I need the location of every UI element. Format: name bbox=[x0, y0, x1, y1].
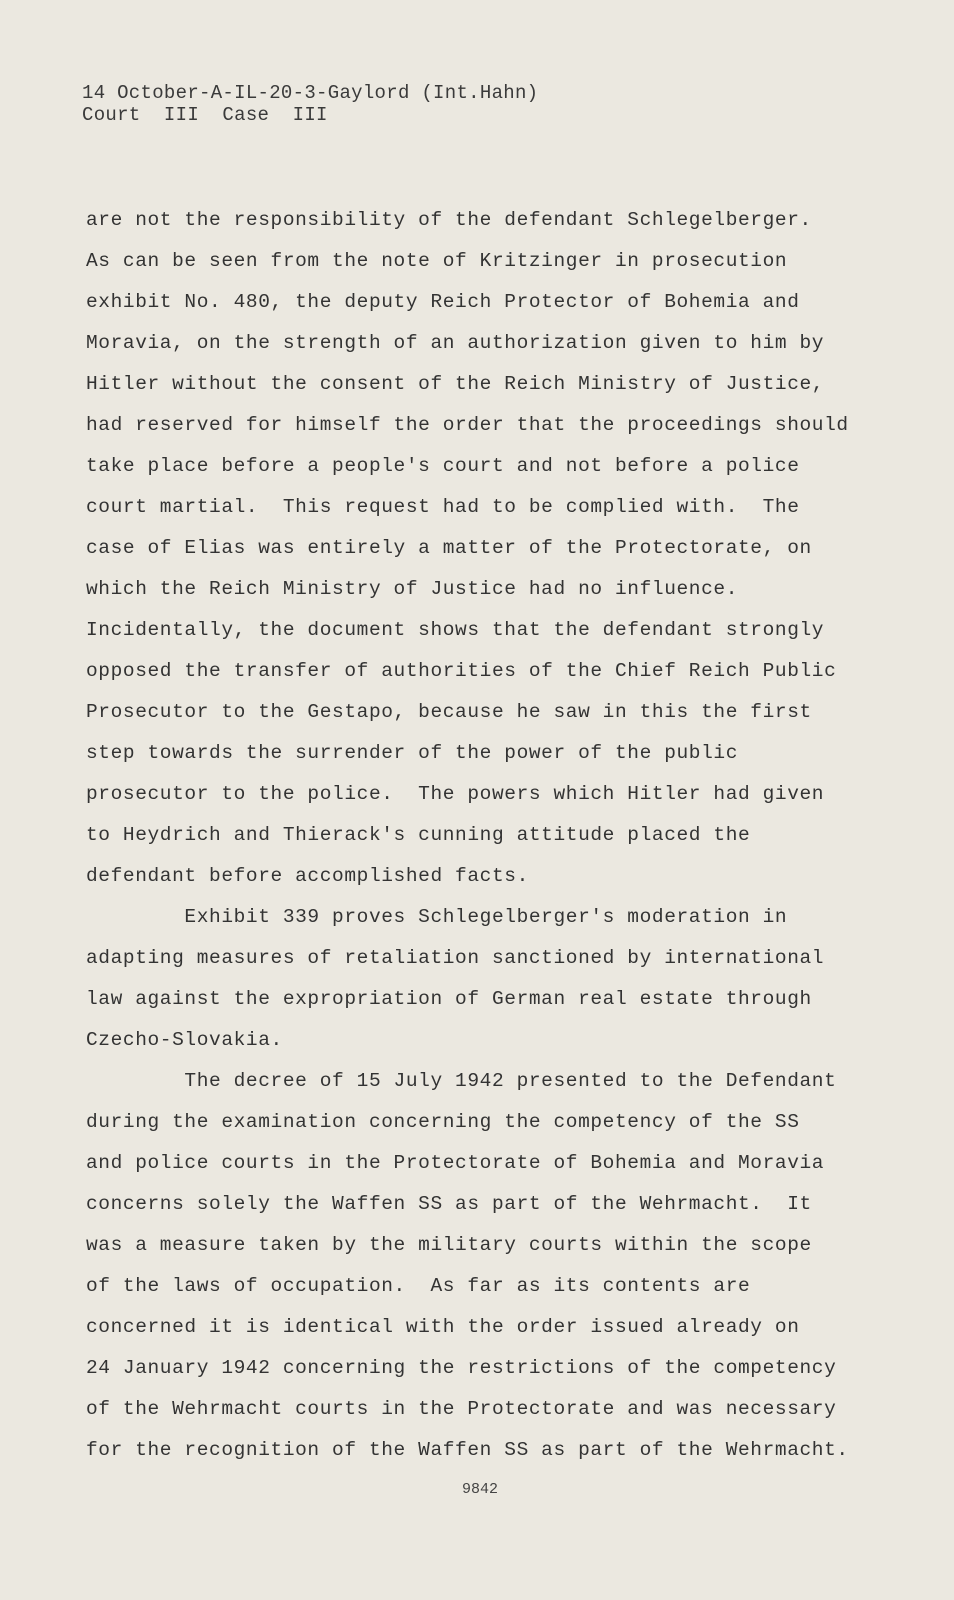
body-line: The decree of 15 July 1942 presented to the Defendant bbox=[86, 1070, 837, 1092]
body-line: Hitler without the consent of the Reich Ministry of Justice, bbox=[86, 373, 825, 395]
body-line: to Heydrich and Thierack's cunning attitude placed the bbox=[86, 824, 751, 846]
body-line: which the Reich Ministry of Justice had no influence. bbox=[86, 578, 739, 600]
body-line: adapting measures of retaliation sanctioned by international bbox=[86, 947, 825, 969]
body-line: had reserved for himself the order that the proceedings should bbox=[86, 414, 849, 436]
body-line: are not the responsibility of the defendant Schlegelberger. bbox=[86, 209, 812, 231]
body-line: exhibit No. 480, the deputy Reich Protector of Bohemia and bbox=[86, 291, 800, 313]
body-line: case of Elias was entirely a matter of the Protectorate, on bbox=[86, 537, 812, 559]
body-line: for the recognition of the Waffen SS as part of the Wehrmacht. bbox=[86, 1439, 849, 1461]
body-line: of the laws of occupation. As far as its contents are bbox=[86, 1275, 751, 1297]
body-line: during the examination concerning the competency of the SS bbox=[86, 1111, 800, 1133]
body-line: concerns solely the Waffen SS as part of the Wehrmacht. It bbox=[86, 1193, 812, 1215]
header-line-1: 14 October-A-IL-20-3-Gaylord (Int.Hahn) bbox=[82, 82, 539, 104]
body-line: and police courts in the Protectorate of Bohemia and Moravia bbox=[86, 1152, 825, 1174]
body-line: of the Wehrmacht courts in the Protectorate and was necessary bbox=[86, 1398, 837, 1420]
body-line: Moravia, on the strength of an authorization given to him by bbox=[86, 332, 825, 354]
document-body bbox=[86, 200, 886, 1471]
body-line: law against the expropriation of German real estate through bbox=[86, 988, 812, 1010]
body-line: step towards the surrender of the power of the public bbox=[86, 742, 739, 764]
body-line: Czecho-Slovakia. bbox=[86, 1029, 283, 1051]
body-line: Exhibit 339 proves Schlegelberger's moderation in bbox=[86, 906, 788, 928]
body-line: As can be seen from the note of Kritzinger in prosecution bbox=[86, 250, 788, 272]
body-line: Prosecutor to the Gestapo, because he saw in this the first bbox=[86, 701, 812, 723]
body-line: 24 January 1942 concerning the restrictions of the competency bbox=[86, 1357, 837, 1379]
body-line: prosecutor to the police. The powers which Hitler had given bbox=[86, 783, 825, 805]
body-line: Incidentally, the document shows that the defendant strongly bbox=[86, 619, 825, 641]
body-line: opposed the transfer of authorities of the Chief Reich Public bbox=[86, 660, 837, 682]
document-header bbox=[82, 82, 538, 126]
body-line: take place before a people's court and not before a police bbox=[86, 455, 800, 477]
body-line: court martial. This request had to be complied with. The bbox=[86, 496, 800, 518]
page-number: 9842 bbox=[462, 1481, 499, 1498]
header-line-2: Court III Case III bbox=[82, 104, 328, 126]
body-line: defendant before accomplished facts. bbox=[86, 865, 529, 887]
body-line: concerned it is identical with the order issued already on bbox=[86, 1316, 800, 1338]
body-line: was a measure taken by the military courts within the scope bbox=[86, 1234, 812, 1256]
